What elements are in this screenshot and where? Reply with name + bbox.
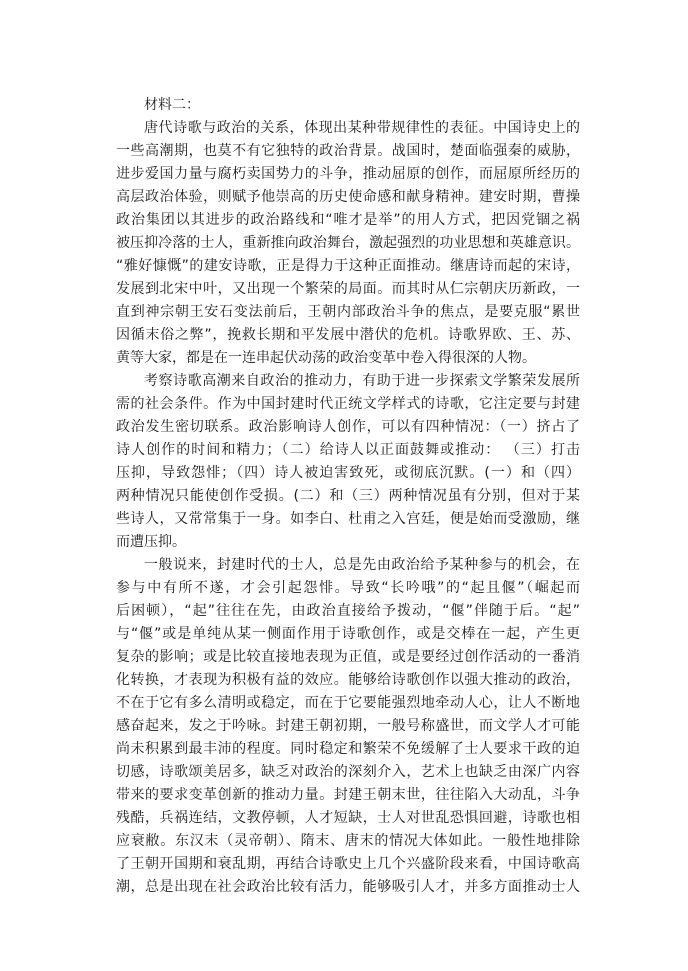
text-line: 化转换，才表现为积极有益的效应。能够给诗歌创作以强大推动的政治，: [116, 672, 580, 688]
text-line: 了王朝开国期和衰乱期，再结合诗歌史上几个兴盛阶段来看，中国诗歌高: [116, 856, 580, 872]
text-line: 而遭压抑。: [116, 534, 186, 550]
text-line: 被压抑冷落的士人，重新推向政治舞台，激起强烈的功业思想和英雄意识。: [116, 235, 580, 251]
text-line: 诗人创作的时间和精力；（二）给诗人以正面鼓舞或推动： （三）打击: [116, 442, 580, 458]
text-line: 直到神宗朝王安石变法前后，王朝内部政治斗争的焦点，是要克服“累世: [116, 304, 580, 320]
text-line: 两种情况只能使创作受损。(二）和（三）两种情况虽有分别，但对于某: [116, 488, 580, 504]
text-line: 感奋起来，发之于吟咏。封建王朝初期，一般号称盛世，而文学人才可能: [116, 718, 580, 734]
text-line: 需的社会条件。作为中国封建时代正统文学样式的诗歌，它注定要与封建: [116, 396, 580, 412]
text-line: 黄等大家，都是在一连串起伏动荡的政治变革中卷入得很深的人物。: [116, 350, 536, 366]
text-line: 政治集团以其进步的政治路线和“唯才是举”的用人方式，把因党锢之祸: [116, 212, 580, 228]
text-line: 尚未积累到最丰沛的程度。同时稳定和繁荣不免缓解了士人要求干政的迫: [116, 741, 580, 757]
paragraph: [116, 117, 580, 370]
text-line: 一般说来，封建时代的士人，总是先由政治给予某种参与的机会，在: [144, 557, 580, 573]
text-line: 高层政治体验，则赋予他崇高的历史使命感和献身精神。建安时期，曹操: [116, 189, 580, 205]
text-line: 因循末俗之弊”，挽救长期和平发展中潜伏的危机。诗歌界欧、王、苏、: [116, 327, 580, 343]
document-body: [116, 117, 580, 899]
document-page: [116, 94, 580, 899]
text-line: 参与中有所不遂，才会引起怨悱。导致“长吟哦”的“起且偃”（崛起而: [116, 580, 580, 596]
text-line: 一些高潮期，也莫不有它独特的政治背景。战国时，楚面临强秦的威胁，: [116, 143, 580, 159]
text-line: 带来的要求变革创新的推动力量。封建王朝末世，往往陷入大动乱，斗争: [116, 787, 580, 803]
text-line: 后困顿），“起”往往在先，由政治直接给予拨动，“偃”伴随于后。“起”: [116, 603, 580, 619]
text-line: 应衰敝。东汉末（灵帝朝）、隋末、唐末的情况大体如此。一般性地排除: [116, 833, 580, 849]
text-line: 政治发生密切联系。政治影响诗人创作，可以有四种情况：（一）挤占了: [116, 419, 580, 435]
text-line: 压抑，导致怨悱；（四）诗人被迫害致死，或彻底沉默。(一）和（四）: [116, 465, 580, 481]
text-line: 切感，诗歌颂美居多，缺乏对政治的深刻介入，艺术上也缺乏由深广内容: [116, 764, 580, 780]
section-label: 材料二：: [144, 97, 200, 113]
text-line: 残酷，兵祸连结，文教停顿，人才短缺，士人对世乱恐惧回避，诗歌也相: [116, 810, 580, 826]
text-line: 潮，总是出现在社会政治比较有活力，能够吸引人才，并多方面推动士人: [116, 879, 580, 895]
text-line: 发展到北宋中叶，又出现一个繁荣的局面。而其时从仁宗朝庆历新政，一: [116, 281, 580, 297]
text-line: 考察诗歌高潮来自政治的推动力，有助于进一步探索文学繁荣发展所: [144, 373, 580, 389]
text-line: 与“偃”或是单纯从某一侧面作用于诗歌创作，或是交棒在一起，产生更: [116, 626, 580, 642]
text-line: 复杂的影响；或是比较直接地表现为正值，或是要经过创作活动的一番消: [116, 649, 580, 665]
text-line: 进步爱国力量与腐朽卖国势力的斗争，推动屈原的创作，而屈原所经历的: [116, 166, 580, 182]
text-line: 些诗人，又常常集于一身。如李白、杜甫之入宫廷，便是始而受激励，继: [116, 511, 580, 527]
paragraph: [116, 370, 580, 554]
text-line: 不在于它有多么清明或稳定，而在于它要能强烈地牵动人心，让人不断地: [116, 695, 580, 711]
paragraph: [116, 554, 580, 899]
text-line: 唐代诗歌与政治的关系，体现出某种带规律性的表征。中国诗史上的: [144, 120, 580, 136]
text-line: “雅好慷慨”的建安诗歌，正是得力于这种正面推动。继唐诗而起的宋诗，: [116, 258, 580, 274]
